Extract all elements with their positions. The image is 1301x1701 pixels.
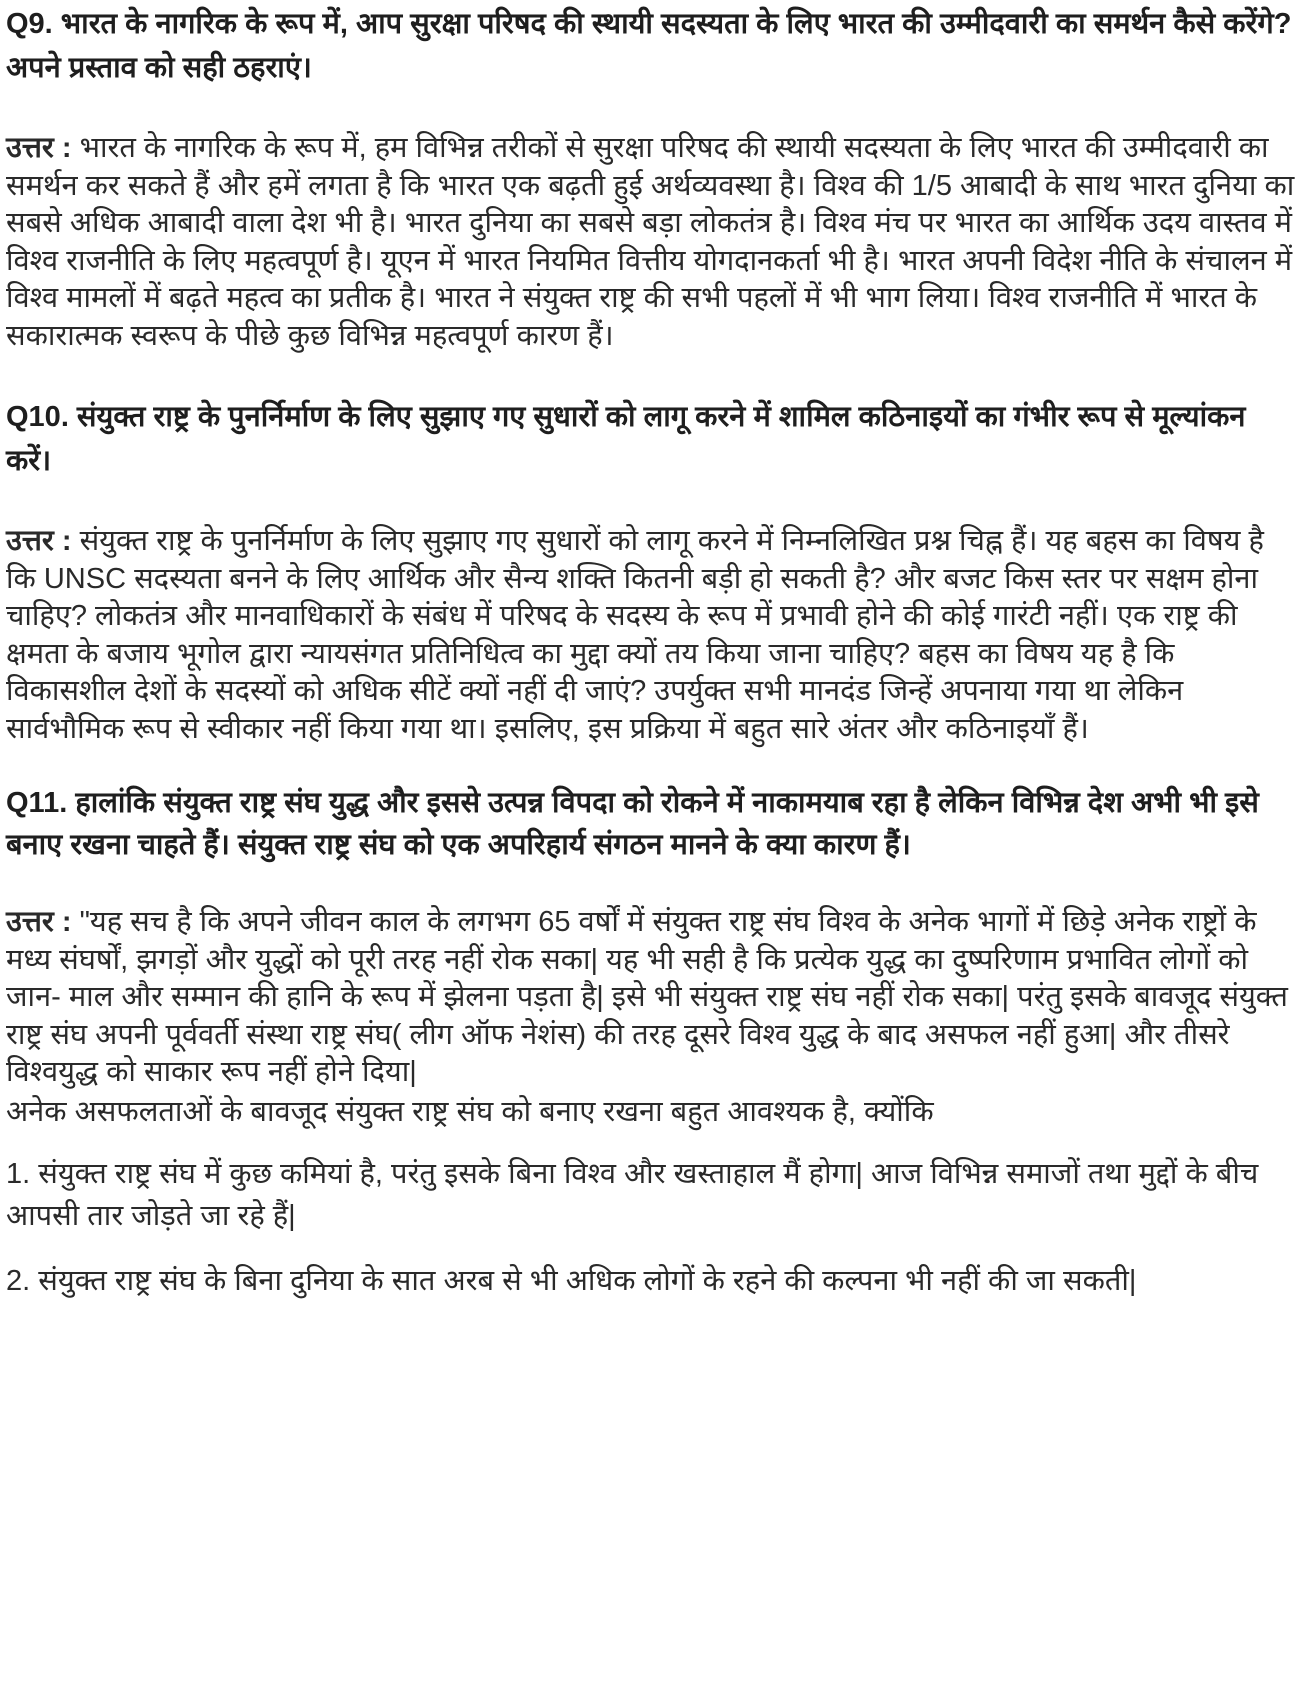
answer-10-text: संयुक्त राष्ट्र के पुनर्निर्माण के लिए सुझाए गए सुधारों को लागू करने में निम्नलिखित प्रश्न चिह्न हैं। यह बहस का विषय है कि UNSC सदस्यता बनने के लिए आर्थिक और सैन्य शक्ति कितनी बड़ी हो सकती है? और बजट किस स्तर पर सक्षम होना चाहिए? लोकतंत्र और मानवाधिकारों के संबंध में परिषद के सदस्य के रूप में प्रभावी होने की कोई गारंटी नहीं। एक राष्ट्र की क्षमता के बजाय भूगोल द्वारा न्यायसंगत प्रतिनिधित्व का मुद्दा क्यों तय किया जाना चाहिए? बहस का विषय यह है कि विकासशील देशों के सदस्यों को अधिक सीटें क्यों नहीं दी जाएं? उपर्युक्त सभी मानदंड जिन्हें अपनाया गया था लेकिन सार्वभौमिक रूप से स्वीकार नहीं किया गया था। इसलिए, इस प्रक्रिया में बहुत सारे अंतर और कठिनाइयाँ हैं।: [6, 525, 1264, 745]
answer-label: उत्तर :: [6, 132, 72, 164]
question-9: Q9. भारत के नागरिक के रूप में, आप सुरक्षा परिषद की स्थायी सदस्यता के लिए भारत की उम्मीदवारी का समर्थन कैसे करेंगे? अपने प्रस्ताव को सही ठहराएं।: [6, 8, 1292, 84]
question-10: Q10. संयुक्त राष्ट्र के पुनर्निर्माण के लिए सुझाए गए सुधारों को लागू करने में शामिल कठिनाइयों का गंभीर रूप से मूल्यांकन करें।: [6, 401, 1246, 477]
answer-11: [6, 904, 1295, 1092]
answer-11-continuation: अनेक असफलताओं के बावजूद संयुक्त राष्ट्र संघ को बनाए रखना बहुत आवश्यक है, क्योंकि: [6, 1095, 934, 1128]
answer-11-point-2: 2. संयुक्त राष्ट्र संघ के बिना दुनिया के सात अरब से भी अधिक लोगों के रहने की कल्पना भी नहीं की जा सकती|: [6, 1265, 1137, 1297]
answer-9-text: भारत के नागरिक के रूप में, हम विभिन्न तरीकों से सुरक्षा परिषद की स्थायी सदस्यता के लिए भारत की उम्मीदवारी का समर्थन कर सकते हैं और हमें लगता है कि भारत एक बढ़ती हुई अर्थव्यवस्था है। विश्व की 1/5 आबादी के साथ भारत दुनिया का सबसे अधिक आबादी वाला देश भी है। भारत दुनिया का सबसे बड़ा लोकतंत्र है। विश्व मंच पर भारत का आर्थिक उदय वास्तव में विश्व राजनीति के लिए महत्वपूर्ण है। यूएन में भारत नियमित वित्तीय योगदानकर्ता भी है। भारत अपनी विदेश नीति के संचालन में विश्व मामलों में बढ़ते महत्व का प्रतीक है। भारत ने संयुक्त राष्ट्र की सभी पहलों में भी भाग लिया। विश्व राजनीति में भारत के सकारात्मक स्वरूप के पीछे कुछ विभिन्न महत्वपूर्ण कारण हैं।: [6, 132, 1295, 352]
answer-11-text: "यह सच है कि अपने जीवन काल के लगभग 65 वर्षों में संयुक्त राष्ट्र संघ विश्व के अनेक भागों में छिड़े अनेक राष्ट्रों के मध्य संघर्षों, झगड़ों और युद्धों को पूरी तरह नहीं रोक सका| यह भी सही है कि प्रत्येक युद्ध का दुष्परिणाम प्रभावित लोगों को जान- माल और सम्मान की हानि के रूप में झेलना पड़ता है| इसे भी संयुक्त राष्ट्र संघ नहीं रोक सका| परंतु इसके बावजूद संयुक्त राष्ट्र संघ अपनी पूर्ववर्ती संस्था राष्ट्र संघ( लीग ऑफ नेशंस) की तरह दूसरे विश्व युद्ध के बाद असफल नहीं हुआ| और तीसरे विश्वयुद्ध को साकार रूप नहीं होने दिया|: [6, 906, 1288, 1088]
answer-10: [6, 523, 1295, 748]
answer-9: [6, 130, 1295, 355]
answer-11-point-1: 1. संयुक्त राष्ट्र संघ में कुछ कमियां है, परंतु इसके बिना विश्व और खस्ताहाल मैं होगा| आज विभिन्न समाजों तथा मुद्दों के बीच आपसी तार जोड़ते जा रहे हैं|: [6, 1158, 1259, 1232]
answer-label: उत्तर :: [6, 906, 72, 938]
question-11: Q11. हालांकि संयुक्त राष्ट्र संघ युद्ध और इससे उत्पन्न विपदा को रोकने में नाकामयाब रहा है लेकिन विभिन्न देश अभी भी इसे बनाए रखना चाहते हैं। संयुक्त राष्ट्र संघ को एक अपरिहार्य संगठन मानने के क्या कारण हैं।: [6, 787, 1259, 861]
answer-label: उत्तर :: [6, 525, 72, 557]
